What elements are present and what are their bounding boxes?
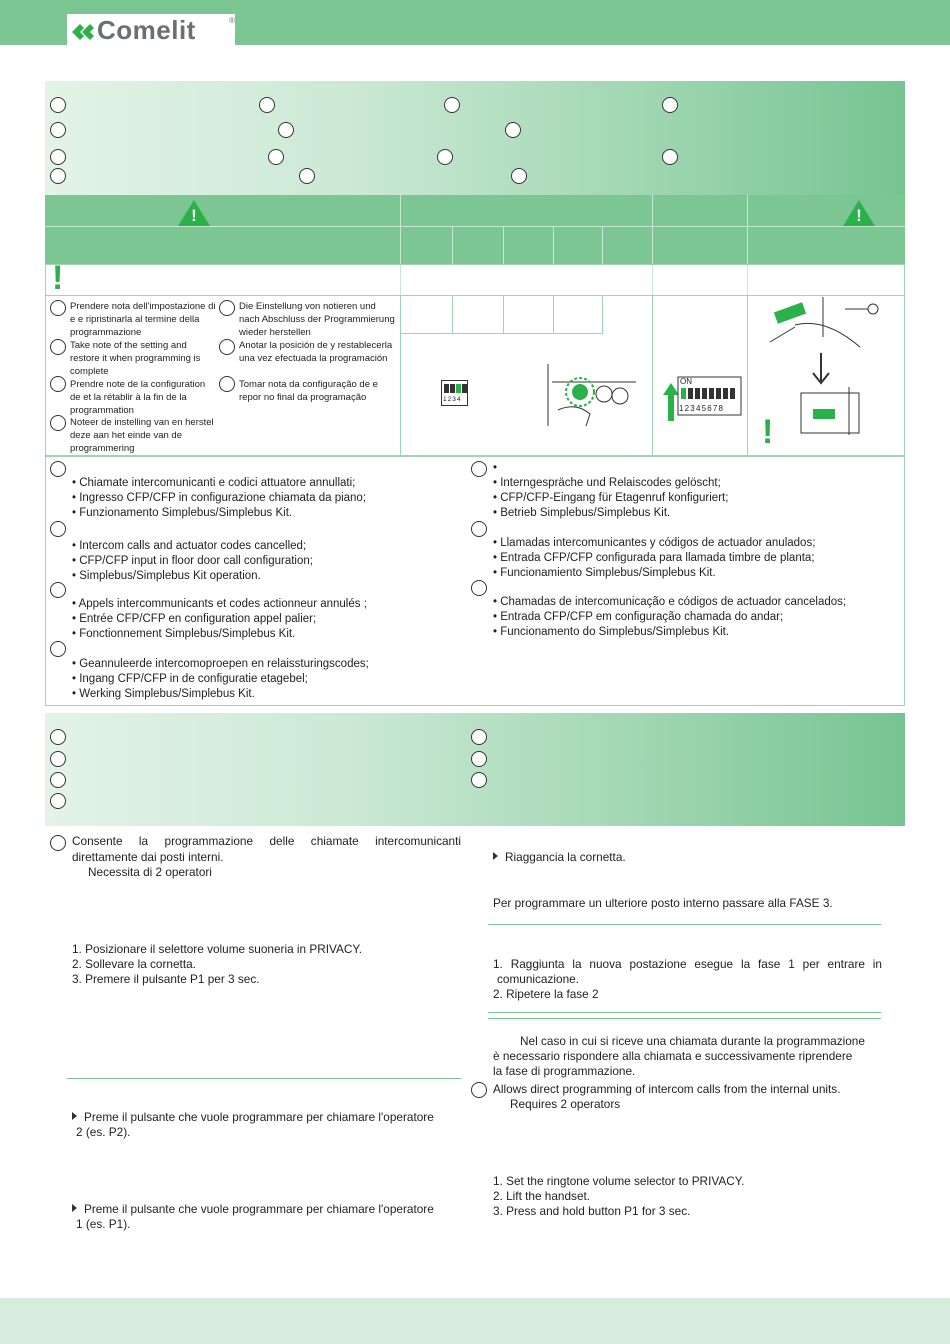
it-phase3: 1. Raggiunta la nuova postazione esegue la fase 1 per entrare in comunicazione. 2. Ripetere la fase 2: [493, 957, 882, 1001]
brand-reg: ®: [229, 16, 235, 25]
divider: [488, 1012, 881, 1013]
dip-large-label: 12345678: [679, 404, 725, 413]
note-en: Take note of the setting and restore it when programming is complete: [70, 340, 201, 377]
note-fr: Prendre note de la configuration de et la rétablir à la fin de la programmation: [70, 379, 206, 416]
lang-circle: [50, 97, 66, 113]
lang-circle: [50, 641, 66, 657]
note-de: Die Einstellung von notieren und nach Abschluss der Programmierung wieder herstellen: [239, 301, 395, 338]
lang-circle: [471, 521, 487, 537]
play-arrow-icon: [493, 852, 498, 860]
lang-circle: [662, 97, 678, 113]
dip-switch-large-icon: [660, 375, 744, 427]
language-band-2: [45, 145, 905, 195]
result-it: • Chiamate intercomunicanti e codici attuatore annullati; • Ingresso CFP/CFP in configurazione chiamata da piano; • Funzionamento Simplebus/Simplebus Kit.: [72, 477, 367, 519]
lang-circle: [471, 751, 487, 767]
it-steps: 1. Posizionare il selettore volume suoneria in PRIVACY. 2. Sollevare la cornetta. 3. Premere il pulsante P1 per 3 sec.: [72, 942, 363, 986]
it-next-phase: Per programmare un ulteriore posto interno passare alla FASE 3.: [493, 896, 833, 910]
lang-circle: [50, 300, 66, 316]
lang-circle: [471, 772, 487, 788]
note-es: Anotar la posición de y restablecerla una vez efectuada la programación: [239, 340, 393, 364]
dip-small-label: 1234: [443, 396, 462, 403]
divider: [67, 1078, 461, 1079]
lang-circle: [219, 339, 235, 355]
lang-circle: [50, 149, 66, 165]
lang-circle: [219, 300, 235, 316]
lang-circle: [278, 122, 294, 138]
lang-circle: [511, 168, 527, 184]
footer-bar: [0, 1298, 950, 1344]
exclamation-icon: !: [762, 413, 774, 451]
dip-on-label: ON: [680, 377, 692, 386]
lang-circle: [471, 461, 487, 477]
play-arrow-icon: [72, 1112, 77, 1120]
lang-circle: [50, 772, 66, 788]
lang-circle: [505, 122, 521, 138]
lang-circle: [437, 149, 453, 165]
warning-mark: !: [191, 206, 197, 225]
note-it: Prendere nota dell'impostazione di e e ripristinarla al termine della programmazione: [70, 301, 216, 338]
lang-circle: [50, 122, 66, 138]
it-intro-3: Necessita di 2 operatori: [88, 865, 212, 879]
lang-circle: [259, 97, 275, 113]
lang-circle: [50, 376, 66, 392]
lang-circle: [471, 1082, 487, 1098]
brand-name: Comelit: [97, 15, 196, 45]
result-nl: • Geannuleerde intercomoproepen en relaissturingscodes; • Ingang CFP/CFP in de configuratie etagebel; • Werking Simplebus/Simplebus Kit.: [72, 658, 369, 700]
play-arrow-icon: [72, 1204, 77, 1212]
lang-circle: [299, 168, 315, 184]
lang-circle: [662, 149, 678, 165]
it-press-op2: Preme il pulsante che vuole programmare per chiamare l'operatore 2 (es. P2).: [72, 1110, 461, 1140]
lang-circle: [444, 97, 460, 113]
volume-selector-illustration: [546, 362, 638, 428]
result-pt: • Chamadas de intercomunicação e códigos de actuador cancelados; • Entrada CFP/CFP em configuração chamada do andar; • Funcionamento do Simplebus/Simplebus Kit.: [493, 596, 847, 638]
lang-circle: [219, 376, 235, 392]
lang-circle: [50, 729, 66, 745]
notice-row: [45, 264, 905, 296]
it-press-op1: Preme il pulsante che vuole programmare per chiamare l'operatore 1 (es. P1).: [72, 1202, 461, 1232]
it-intro-1: Consente la programmazione delle chiamate intercomunicanti: [72, 834, 461, 848]
it-intro-2: direttamente dai posti interni.: [72, 850, 224, 864]
lang-circle: [268, 149, 284, 165]
language-band-1: [45, 81, 905, 145]
exclamation-icon: !: [52, 259, 64, 297]
lang-circle: [50, 415, 66, 431]
en-steps: 1. Set the ringtone volume selector to PRIVACY. 2. Lift the handset. 3. Press and hold button P1 for 3 sec.: [493, 1174, 745, 1218]
connector-illustration: [765, 297, 901, 437]
divider: [488, 1018, 881, 1019]
table-header-row: [45, 195, 905, 226]
warning-mark: !: [856, 206, 862, 225]
lang-circle: [50, 521, 66, 537]
result-de: • • Interngespräche und Relaiscodes gelöscht; • CFP/CFP-Eingang für Etagenruf konfiguriert; • Betrieb Simplebus/Simplebus Kit.: [493, 462, 729, 519]
divider: [488, 924, 881, 925]
it-hangup: Riaggancia la cornetta.: [493, 850, 626, 865]
en-intro-1: Allows direct programming of intercom calls from the internal units.: [493, 1082, 841, 1096]
lang-circle: [50, 793, 66, 809]
it-call-note: Nel caso in cui si riceve una chiamata durante la programmazione è necessario rispondere alla chiamata e successivamente riprendere la fase di programmazione.: [493, 1034, 865, 1078]
table-subheader-row: [45, 226, 905, 264]
lang-circle: [471, 729, 487, 745]
note-nl: Noteer de instelling van en herstel deze aan het einde van de programmering: [70, 417, 214, 454]
lang-circle: [50, 835, 66, 851]
lang-circle: [50, 168, 66, 184]
lang-circle: [50, 461, 66, 477]
note-pt: Tomar nota da configuração de e repor no final da programação: [239, 379, 378, 403]
lang-circle: [50, 582, 66, 598]
lang-circle: [50, 339, 66, 355]
lang-circle: [471, 580, 487, 596]
result-es: • Llamadas intercomunicantes y códigos de actuador anulados; • Entrada CFP/CFP configurada para llamada timbre de planta; • Funcionamiento Simplebus/Simplebus Kit.: [493, 537, 816, 579]
lang-circle: [50, 751, 66, 767]
result-fr: • Appels intercommunicants et codes actionneur annulés ; • Entrée CFP/CFP en configuration appel palier; • Fonctionnement Simplebus/Simplebus Kit.: [72, 598, 367, 640]
comelit-logo-mark: [72, 21, 96, 43]
en-intro-2: Requires 2 operators: [510, 1097, 621, 1111]
result-en: • Intercom calls and actuator codes cancelled; • CFP/CFP input in floor door call configuration; • Simplebus/Simplebus Kit operation.: [72, 540, 313, 582]
